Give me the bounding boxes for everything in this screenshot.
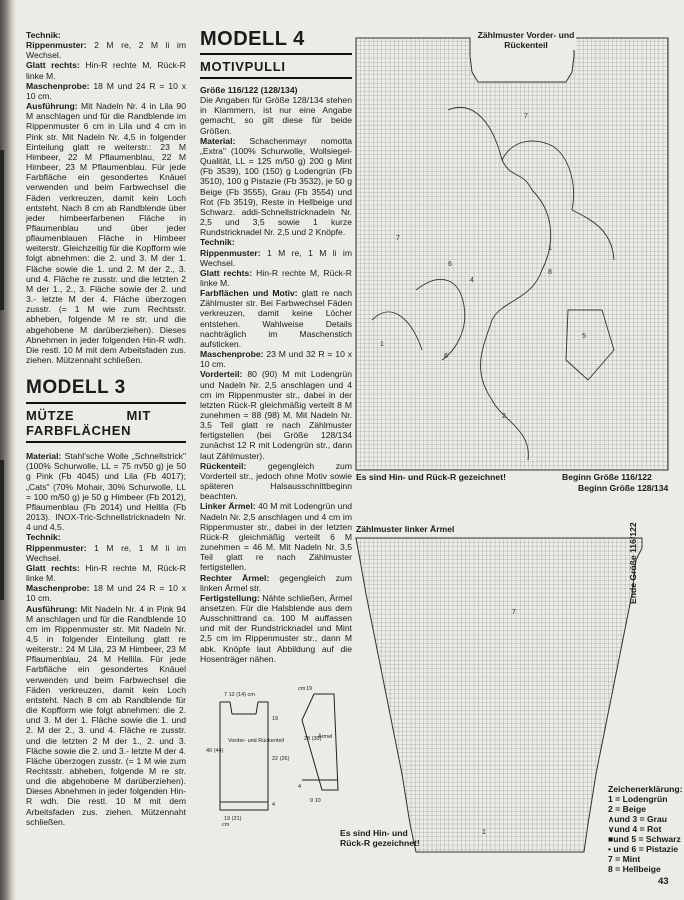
- paragraph-heading: Glatt rechts:: [26, 60, 80, 71]
- chart2-note: Es sind Hin- und Rück-R gezeichnet!: [340, 828, 420, 848]
- paragraph-text: Hin-R rechte M, Rück-R linke M.: [26, 60, 186, 81]
- subtitle-rule: [200, 77, 352, 79]
- paragraph: [26, 583, 186, 603]
- front-label: Vorder- und Rückenteil: [228, 738, 284, 744]
- paragraph-text: gegengleich zum Vorderteil str., jedoch ohne Motiv sowie späteren Halsausschnittbeginn beachten.: [200, 460, 352, 502]
- paragraph-heading: Maschenprobe:: [26, 583, 90, 594]
- chart1-title: Zählmuster Vorder- und Rückenteil: [477, 30, 575, 50]
- front-top-dim: 7 12 (14) cm: [224, 692, 255, 698]
- modell3-subtitle: MÜTZE MIT FARBFLÄCHEN: [26, 408, 151, 439]
- front-h1-dim: 19: [272, 716, 279, 722]
- paragraph: [200, 573, 352, 593]
- paragraph-text: Hin-R rechte M, Rück-R linke M.: [26, 562, 186, 584]
- paragraph-text: Stahl'sche Wolle „Schnellstrick" (100% Schurwolle, LL = 75 m/50 g) je 50 g Pink (Fb 4045) und Lila (Fb 4017); „Cats" (70% Mohair, 30% Schurwolle, LL = 100 m/50 g) je 50 g Himbeer (Fb 2012), Pflaumenblau (Fb 2014) und Hellila (Fb 2013). INOX-Tric-Schnellstricknadeln Nr. 4 und 4,5.: [26, 451, 186, 533]
- paragraph: [200, 369, 352, 460]
- paragraph-text: glatt re nach Zählmuster str. Bei Farbwechsel Fäden verkreuzen, damit keine Löcher entstehen. Wahlweise Details nachträglich im Maschenstich aufsticken.: [200, 288, 353, 349]
- chart2-end: Ende Größe 116/122: [628, 522, 638, 604]
- chart-number: 8: [548, 269, 552, 276]
- paragraph-text: Hin-R rechte M, Rück-R linke M.: [200, 267, 353, 288]
- legend-item: 8 = Hellbeige: [608, 864, 661, 874]
- paragraph-heading: Farbflächen und Motiv:: [200, 288, 298, 299]
- chart-legend: [608, 784, 683, 874]
- front-w-dim: 40 (44): [206, 748, 224, 754]
- modell4-instructions: [200, 95, 352, 664]
- paragraph-heading: Technik:: [26, 532, 61, 543]
- paragraph: [200, 268, 352, 288]
- chart-number: 4: [470, 277, 474, 284]
- paragraph-heading: Rückenteil:: [200, 460, 247, 471]
- chart-number: 6: [444, 353, 448, 360]
- paragraph: [200, 136, 352, 238]
- front-h2-dim: 22 (26): [272, 756, 290, 762]
- paragraph: [200, 95, 352, 136]
- chart1-note: Es sind Hin- und Rück-R gezeichnet!: [356, 472, 506, 482]
- paragraph-text: 23 M und 32 R = 10 x 10 cm.: [200, 349, 352, 370]
- sleeve-label: Ärmel: [318, 734, 333, 740]
- paragraph-heading: Ausführung:: [26, 101, 78, 112]
- chart-number: 1: [548, 245, 552, 252]
- modell4-subtitle: MOTIVPULLI: [200, 59, 286, 74]
- legend-title: Zeichenerklärung:: [608, 784, 683, 794]
- binding-marker: [0, 460, 4, 600]
- paragraph-text: 18 M und 24 R = 10 x 10 cm.: [26, 80, 186, 101]
- front-rib-dim: 4: [272, 802, 276, 808]
- paragraph-text: 1 M re, 1 M li im Wechsel.: [200, 247, 352, 268]
- paragraph-text: 2 M re, 2 M li im Wechsel.: [26, 40, 186, 61]
- paragraph: [26, 604, 186, 827]
- paragraph: [26, 532, 186, 542]
- paragraph-heading: Maschenprobe:: [200, 349, 264, 360]
- column-1: [26, 30, 186, 827]
- chart-front-grid: [356, 38, 668, 470]
- paragraph-text: 80 (90) M mit Lodengrün und Nadeln Nr. 2,5 anschlagen und 4 cm im Rippenmuster str., dabei in der letzten Rück-R gleichmäßig verteilt 8 M zunehmen = 88 (98) M. Mit Nadeln Nr. 3,5 Teil glatt re nach Zählmuster fertigstellen (bei Größe 128/134 zunächst 12 R mit Lodengrün str., dann laut Zählmuster).: [200, 369, 352, 461]
- sleeve-h-dim: 28 (30): [304, 736, 322, 742]
- chart1-size-start-1: Beginn Größe 116/122: [562, 472, 652, 482]
- paragraph-text: Schachenmayr nomotta „Extra" (100% Schurwolle, Wollsiegel-Qualität, LL = 125 m/50 g) 200 g Mint (Fb 3539), 100 (150) g Lodengrün (Fb 3510), 100 g Pistazie (Fb 3532), je 50 g Beige (Fb 3555), Grau (Fb 3554) und Rot (Fb 3519), Reste in Hellbeige und Schwarz. addi-Schnellstricknadeln Nr. 2,5 und 3,5 sowie 1 kurze Rundstricknadel Nr. 2,5 und 2 Knöpfe.: [200, 135, 352, 238]
- title-rule: [26, 402, 186, 404]
- paragraph: [200, 288, 352, 349]
- page-number: 43: [658, 876, 669, 887]
- paragraph-heading: Fertigstellung:: [200, 592, 260, 603]
- paragraph-text: 1 M re, 1 M li im Wechsel.: [26, 542, 186, 563]
- chart-front-back: [352, 20, 674, 490]
- paragraph: [200, 501, 352, 572]
- modell2-instructions: [26, 30, 186, 365]
- chart1-size-start-2: Beginn Größe 128/134: [578, 483, 669, 493]
- legend-item: • und 6 = Pistazie: [608, 844, 679, 854]
- chart-number: 2: [502, 413, 506, 420]
- legend-item: 1 = Lodengrün: [608, 794, 668, 804]
- paragraph: [26, 543, 186, 563]
- book-binding: [0, 0, 16, 900]
- paragraph-heading: Rippenmuster:: [26, 542, 87, 553]
- legend-item: ∧und 3 = Grau: [608, 814, 668, 824]
- chart-number: 7: [524, 113, 528, 120]
- paragraph-heading: Ausführung:: [26, 603, 78, 614]
- paragraph: [26, 451, 186, 532]
- chart-number: 1: [380, 341, 384, 348]
- paragraph: [200, 461, 352, 502]
- paragraph-heading: Technik:: [200, 237, 235, 248]
- title-rule: [200, 53, 352, 55]
- magazine-page: [16, 0, 684, 900]
- front-bottom-dim: 19 (21): [224, 816, 242, 822]
- legend-item: ∨und 4 = Rot: [608, 824, 662, 834]
- paragraph: [200, 237, 352, 247]
- sleeve-bottom-dim: 9 10: [310, 798, 321, 804]
- size-line: Größe 116/122 (128/134): [200, 85, 298, 95]
- paragraph-heading: Rechter Ärmel:: [200, 572, 270, 583]
- subtitle-rule: [26, 441, 186, 443]
- paragraph-text: Die Angaben für Größe 128/134 stehen in Klammern, ist nur eine Angabe gemacht, so gilt diese für beide Größen.: [200, 95, 352, 136]
- paragraph-heading: Linker Ärmel:: [200, 501, 256, 512]
- chart2-title: Zählmuster linker Ärmel: [356, 524, 455, 534]
- paragraph-heading: Technik:: [26, 30, 61, 40]
- modell4-title: MODELL 4: [200, 28, 305, 50]
- binding-marker: [0, 150, 4, 310]
- legend-item: 7 = Mint: [608, 854, 641, 864]
- paragraph-text: Mit Nadeln Nr. 4 in Lila 90 M anschlagen und für die Randblende im Rippenmuster 6 cm in Lila und 4 cm in Pink str. Mit Nadeln Nr. 4,5 in folgender Einteilung glatt re weiterstr.: 23 M Himbeer, 22 M Pflaumenblau, 22 M Himbeer, 23 M Pflaumenblau. Für jede Farbfläche ein gesondertes Knäuel verwenden und beim Farbwechsel die Fäden verkreuzen, damit kein Loch entsteht. Nach 8 cm ab Randblende über jeder himbeerfarbenen Fläche in Pflaumenblau und über jeder pflaumenblauen Fläche in Himbeer weiterstr. Gleichzeitig für die Kopfform wie folgt abnehmen: die 2. und 3. M der 1. Fläche sowie die 1. und 2. M der 2., 3. und 4. Fläche re zusstr. und die letzten 2 M der 1., 2., 3. Fläche sowie der 2. und 3.- letzte M der 4. Fläche überzogen zusstr. (= 1 M wie zum Rechtsstr. abheben, folgende M re str. und die abgehobene M darüberziehen). Dieses Abnehmen in jeder folgenden Hin-R wdh. Die restl. 10 M mit dem Arbeitsfaden zus. ziehen. Mützennaht schließen.: [26, 101, 186, 365]
- paragraph: [26, 81, 186, 101]
- paragraph-heading: Vorderteil:: [200, 369, 243, 380]
- chart-number: 7: [512, 609, 516, 616]
- knitting-schematic: [202, 680, 352, 830]
- chart-sleeve-grid: [356, 538, 642, 852]
- column-2: [200, 28, 352, 664]
- paragraph: [26, 40, 186, 60]
- paragraph-heading: Material:: [26, 451, 62, 462]
- paragraph-text: Mit Nadeln Nr. 4 in Pink 94 M anschlagen und für die Randblende 10 cm im Rippenmuster str. Mit Nadeln Nr. 4,5 in folgender Einteilung glatt re weiterstr.: 24 M Lila, 23 M Himbeer, 23 M Pflaumenblau, 24 M Hellila. Für jede Farbfläche ein gesondertes Knäuel verwenden und beim Farbwechsel die Fäden verkreuzen, damit kein Loch entsteht. Nach 8 cm ab Randblende für die Kopfform wie folgt abnehmen: die 2. und 3. M der 1. Fläche sowie die 1. und 2. M der 2., 3. und 4. Fläche re zusstr. und die letzten 2 M der 1., 2. und 3. Fläche sowie die 2. und 3.- letzte M der 4. Fläche überzogen zusstr. (= 1 M wie zum Rechtsstr. abheben, folgende M re str. und die abgehobene M darüberziehen). Dieses Abnehmen in jeder folgenden Hin-R wdh. Die restl. 10 M mit dem Arbeitsfaden zus. ziehen. Mützennaht schließen.: [26, 603, 186, 827]
- paragraph-text: Nähte schließen, Ärmel ansetzen. Für die Halsblende aus dem Ausschnittrand ca. 100 M auffassen und mit der Rundstricknadel und Mint 2,5 cm im Rippenmuster str., dann M abk. Knöpfe laut Abbildung auf die Hosenträger nähen.: [200, 592, 352, 664]
- paragraph-heading: Glatt rechts:: [200, 267, 253, 278]
- modell3-title: MODELL 3: [26, 377, 126, 399]
- chart-number: 1: [482, 829, 486, 836]
- sleeve-rib-dim: 4: [298, 784, 302, 790]
- paragraph-text: gegengleich zum linken Ärmel str.: [200, 572, 352, 593]
- paragraph-heading: Glatt rechts:: [26, 562, 80, 573]
- modell3-instructions: [26, 451, 186, 827]
- paragraph-heading: Rippenmuster:: [200, 247, 261, 258]
- paragraph: [200, 593, 352, 664]
- paragraph-heading: Material:: [200, 135, 236, 146]
- paragraph-heading: Maschenprobe:: [26, 80, 90, 91]
- chart-number: 5: [582, 333, 586, 340]
- sleeve-top-dim: 19: [306, 686, 313, 692]
- cm-label: cm: [298, 686, 306, 692]
- legend-item: 2 = Beige: [608, 804, 646, 814]
- paragraph: [200, 248, 352, 268]
- cm-label: cm: [222, 822, 230, 828]
- paragraph: [26, 60, 186, 80]
- paragraph-text: 40 M mit Lodengrün und Nadeln Nr. 2,5 anschlagen und 4 cm im Rippenmuster str., dabei in der letzten Rück-R gleichmäßig verteilt 6 M zunehmen = 46 M. Mit Nadeln Nr. 3,5 Teil glatt re nach Zählmuster fertigstellen.: [200, 501, 352, 573]
- chart-number: 7: [396, 235, 400, 242]
- paragraph: [26, 563, 186, 583]
- chart-number: 6: [448, 261, 452, 268]
- paragraph: [26, 101, 186, 365]
- paragraph-text: 18 M und 24 R = 10 x 10 cm.: [26, 583, 186, 604]
- paragraph: [200, 349, 352, 369]
- paragraph: [26, 30, 186, 40]
- paragraph-heading: Rippenmuster:: [26, 40, 87, 51]
- legend-item: ■und 5 = Schwarz: [608, 834, 681, 844]
